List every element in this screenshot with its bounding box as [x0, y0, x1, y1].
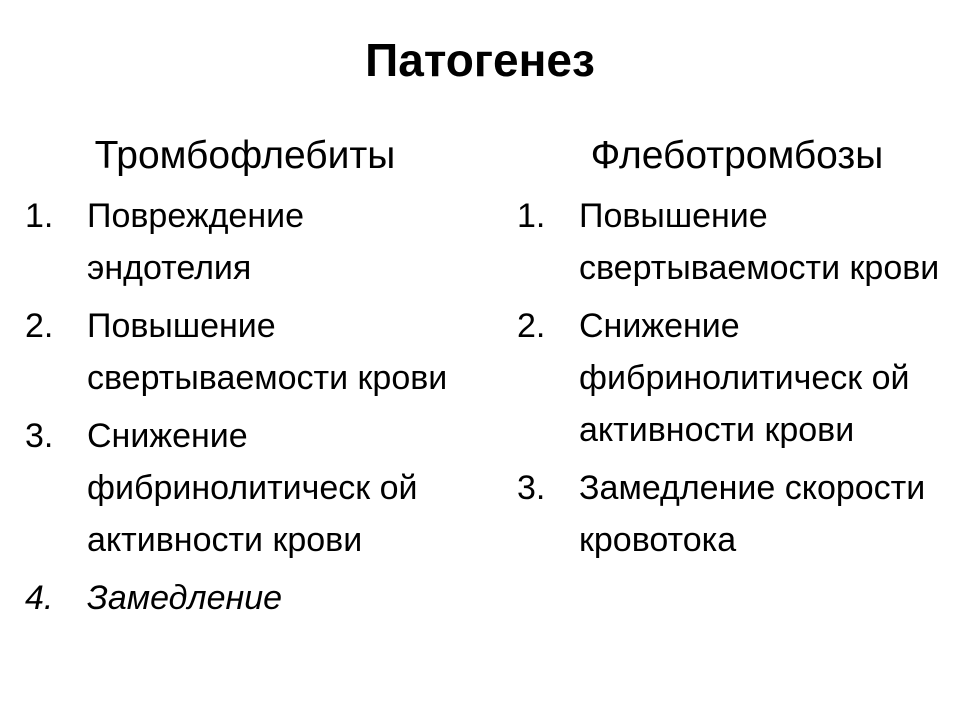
list-item-text: Повреждение эндотелия — [87, 197, 305, 287]
list-item-number: 3. — [25, 417, 54, 455]
list-item-text: Повышение свертываемости крови — [87, 307, 448, 397]
list-item — [25, 410, 465, 566]
phlebothrombosis-heading: Флеботромбозы — [590, 134, 884, 177]
list-item — [25, 190, 465, 294]
list-item-text: Снижение фибринолитическ ой активности крови — [579, 307, 910, 449]
list-item — [517, 300, 957, 456]
list-item-text: Повышение свертываемости крови — [579, 197, 940, 287]
list-item-text: Замедление — [87, 579, 283, 617]
list-item-number: 1. — [25, 197, 54, 235]
list-item — [25, 300, 465, 404]
list-item — [517, 190, 957, 294]
list-item — [517, 462, 957, 566]
list-item-text: Замедление скорости кровотока — [579, 469, 926, 559]
list-item-number: 4. — [25, 579, 54, 617]
list-item-text: Снижение фибринолитическ ой активности крови — [87, 417, 418, 559]
list-item-number: 2. — [25, 307, 54, 345]
list-item-number: 3. — [517, 469, 546, 507]
list-item-number: 1. — [517, 197, 546, 235]
slide-title: Патогенез — [365, 34, 595, 86]
list-item — [25, 572, 465, 624]
list-item-number: 2. — [517, 307, 546, 345]
phlebothrombosis-column — [517, 128, 957, 572]
thrombophlebitis-column — [25, 128, 465, 630]
thrombophlebitis-heading: Тромбофлебиты — [94, 134, 396, 177]
